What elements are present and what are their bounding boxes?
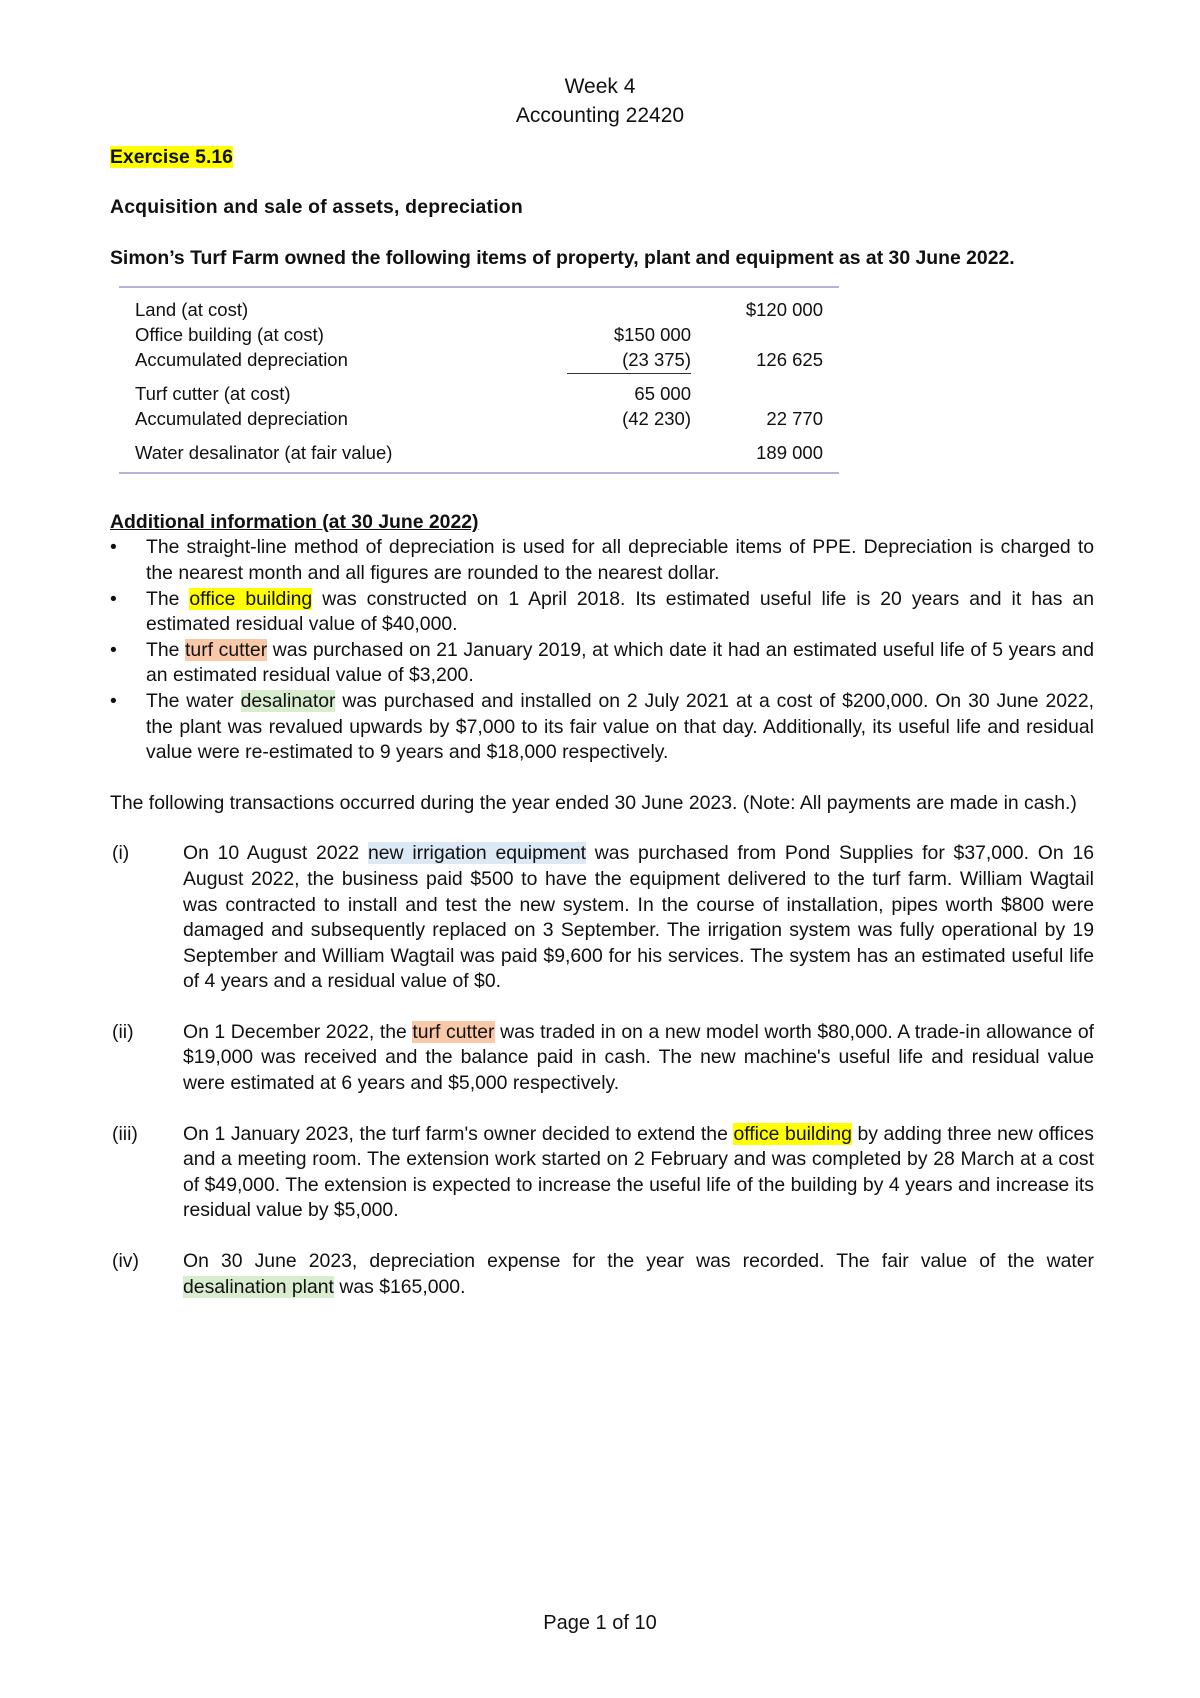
row-label: Accumulated depreciation <box>135 349 348 371</box>
table-row <box>119 441 839 466</box>
item-text-post: was traded in on a new model worth $80,000. A trade-in allowance of $19,000 was received and the balance paid in cash. The new machine's useful life and residual value were estimated at 6 years and $5,000 respectively. <box>183 1020 1095 1095</box>
header-week: Week 4 <box>564 75 636 98</box>
row-right-value: 22 770 <box>766 408 823 430</box>
highlight-office-building: office building <box>189 587 313 610</box>
bullet-icon: • <box>110 587 117 610</box>
list-item <box>110 841 1094 995</box>
bullet-text: The straight-line method of depreciation is used for all depreciable items of PPE. Depreciation is charged to the nearest month and all figures are rounded to the nearest dollar. <box>146 536 1094 584</box>
row-mid-value: (42 230) <box>622 408 691 430</box>
bullet-text-post: was constructed on 1 April 2018. Its estimated useful life is 20 years and it has an estimated residual value of $40,000. <box>146 587 1094 636</box>
highlight-desalination-plant: desalination plant <box>183 1275 334 1298</box>
list-item <box>110 1249 1094 1300</box>
bullet-text-pre: The <box>146 587 190 610</box>
item-text-pre: On 10 August 2022 <box>183 842 368 865</box>
additional-info-title: Additional information (at 30 June 2022) <box>110 510 479 533</box>
item-text-post: was $165,000. <box>333 1275 466 1298</box>
bullet-text-post: was purchased on 21 January 2019, at which date it had an estimated useful life of 5 years and an estimated residual value of $3,200. <box>146 638 1094 687</box>
table-row <box>119 298 839 323</box>
table-row <box>119 348 839 373</box>
additional-info-list <box>110 535 1094 765</box>
bullet-icon: • <box>110 689 117 712</box>
row-mid-value: (23 375) <box>567 347 691 374</box>
row-right-value: $120 000 <box>745 299 823 321</box>
highlight-irrigation-equipment: new irrigation equipment <box>367 842 587 865</box>
bullet-text-post: was purchased and installed on 2 July 2021 at a cost of $200,000. On 30 June 2022, the plant was revalued upwards by $7,000 to its fair value on that day. Additionally, its useful life and residual value were re-estimated to 9 years and $18,000 respectively. <box>146 689 1094 764</box>
item-text <box>183 1249 1094 1300</box>
exercise-subtitle: Acquisition and sale of assets, depreciation <box>110 195 523 218</box>
exercise-title <box>110 145 1094 171</box>
item-text <box>183 1020 1094 1097</box>
highlight-turf-cutter: turf cutter <box>412 1020 495 1043</box>
list-item <box>110 638 1094 689</box>
table-row <box>119 407 839 432</box>
table-row <box>119 382 839 407</box>
bullet-text-pre: The water <box>146 689 241 712</box>
exercise-intro: Simon’s Turf Farm owned the following items of property, plant and equipment as at 30 June 2022. <box>110 247 1015 270</box>
table-row <box>119 323 839 348</box>
header-course: Accounting 22420 <box>515 104 685 127</box>
highlight-turf-cutter: turf cutter <box>185 638 268 661</box>
item-text-pre: On 1 January 2023, the turf farm's owner decided to extend the <box>183 1122 734 1145</box>
row-right-value: 189 000 <box>756 442 823 464</box>
item-number: (i) <box>112 842 130 865</box>
item-number: (ii) <box>112 1020 134 1043</box>
exercise-title-text: Exercise 5.16 <box>110 146 233 168</box>
transactions-intro: The following transactions occurred during the year ended 30 June 2023. (Note: All payments are made in cash.) <box>110 791 1077 814</box>
row-mid-value: 65 000 <box>634 383 691 405</box>
row-label: Water desalinator (at fair value) <box>135 442 393 464</box>
item-text-post: was purchased from Pond Supplies for $37,000. On 16 August 2022, the business paid $500 to have the equipment delivered to the turf farm. William Wagtail was contracted to install and test the new system. In the course of installation, pipes worth $800 were damaged and subsequently replaced on 3 September. The irrigation system was fully operational by 19 September and William Wagtail was paid $9,600 for his services. The system has an estimated useful life of 4 years and a residual value of $0. <box>183 842 1095 993</box>
transactions-list <box>110 841 1094 1300</box>
row-label: Turf cutter (at cost) <box>135 383 291 405</box>
row-right-value: 126 625 <box>756 349 823 371</box>
bullet-icon: • <box>110 638 117 661</box>
bullet-text-pre: The <box>146 638 186 661</box>
item-text <box>183 841 1094 995</box>
item-number: (iv) <box>112 1250 139 1273</box>
highlight-desalinator: desalinator <box>240 689 336 712</box>
page-header <box>0 72 1200 130</box>
item-text-pre: On 30 June 2023, depreciation expense for the year was recorded. The fair value of the water <box>183 1250 1094 1273</box>
list-item <box>110 1122 1094 1224</box>
item-text <box>183 1122 1094 1224</box>
list-item <box>110 535 1094 586</box>
item-text-pre: On 1 December 2022, the <box>183 1020 413 1043</box>
list-item <box>110 689 1094 766</box>
highlight-office-building: office building <box>733 1122 852 1145</box>
ppe-table <box>119 286 839 474</box>
bullet-icon: • <box>110 536 117 559</box>
page-number: Page 1 of 10 <box>543 1612 657 1634</box>
row-label: Office building (at cost) <box>135 324 324 346</box>
list-item <box>110 1020 1094 1097</box>
row-label: Land (at cost) <box>135 299 249 321</box>
list-item <box>110 587 1094 638</box>
item-text-post: by adding three new offices and a meeting room. The extension work started on 2 February and was completed by 28 March at a cost of $49,000. The extension is expected to increase the useful life of the building by 4 years and increase its residual value by $5,000. <box>183 1122 1094 1222</box>
item-number: (iii) <box>112 1122 138 1145</box>
document-body <box>110 145 1094 1325</box>
row-label: Accumulated depreciation <box>135 408 348 430</box>
row-mid-value: $150 000 <box>613 324 691 346</box>
